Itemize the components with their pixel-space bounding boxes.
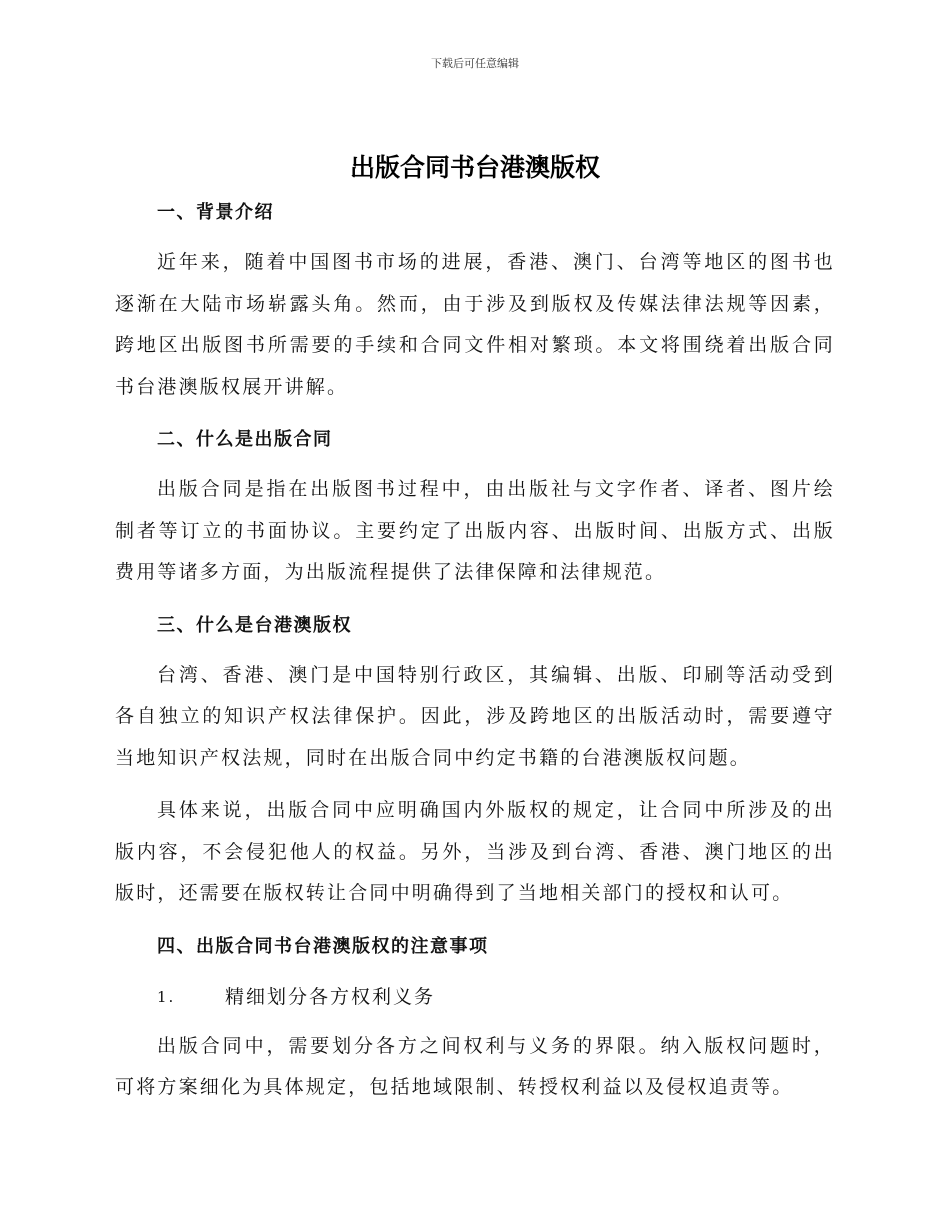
paragraph-copyright-details: 具体来说，出版合同中应明确国内外版权的规定，让合同中所涉及的出版内容，不会侵犯他人的权益。另外，当涉及到台湾、香港、澳门地区的出版时，还需要在版权转让合同中明确得到了当地相关部门的授权和认可。 [115, 799, 835, 904]
paragraph-copyright-definition: 台湾、香港、澳门是中国特别行政区，其编辑、出版、印刷等活动受到各自独立的知识产权法律保护。因此，涉及跨地区的出版活动时，需要遵守当地知识产权法规，同时在出版合同中约定书籍的台港澳版权问题。 [115, 663, 835, 769]
document-body [115, 192, 835, 1109]
header-note: 下载后可任意编辑 [431, 57, 519, 70]
paragraph-background: 近年来，随着中国图书市场的进展，香港、澳门、台湾等地区的图书也逐渐在大陆市场崭露头角。然而，由于涉及到版权及传媒法律法规等因素，跨地区出版图书所需要的手续和合同文件相对繁琐。本文将围绕着出版合同书台港澳版权展开讲解。 [115, 251, 835, 398]
document-title: 出版合同书台港澳版权 [349, 153, 600, 182]
list-item-number: 1. [157, 987, 176, 1006]
paragraph-rights-obligations: 出版合同中，需要划分各方之间权利与义务的界限。纳入版权问题时，可将方案细化为具体规定，包括地域限制、转授权利益以及侵权追责等。 [115, 1034, 835, 1098]
list-item [157, 976, 835, 1018]
list-item-text: 精细划分各方权利义务 [225, 985, 436, 1008]
section-heading-what-is-contract: 二、什么是出版合同 [157, 429, 333, 450]
section-heading-background: 一、背景介绍 [157, 202, 274, 223]
section-heading-notes: 四、出版合同书台港澳版权的注意事项 [157, 935, 489, 957]
section-heading-what-is-copyright: 三、什么是台港澳版权 [157, 614, 352, 636]
paragraph-contract-definition: 出版合同是指在出版图书过程中，由出版社与文字作者、译者、图片绘制者等订立的书面协议。主要约定了出版内容、出版时间、出版方式、出版费用等诸多方面，为出版流程提供了法律保障和法律规范。 [115, 478, 835, 583]
